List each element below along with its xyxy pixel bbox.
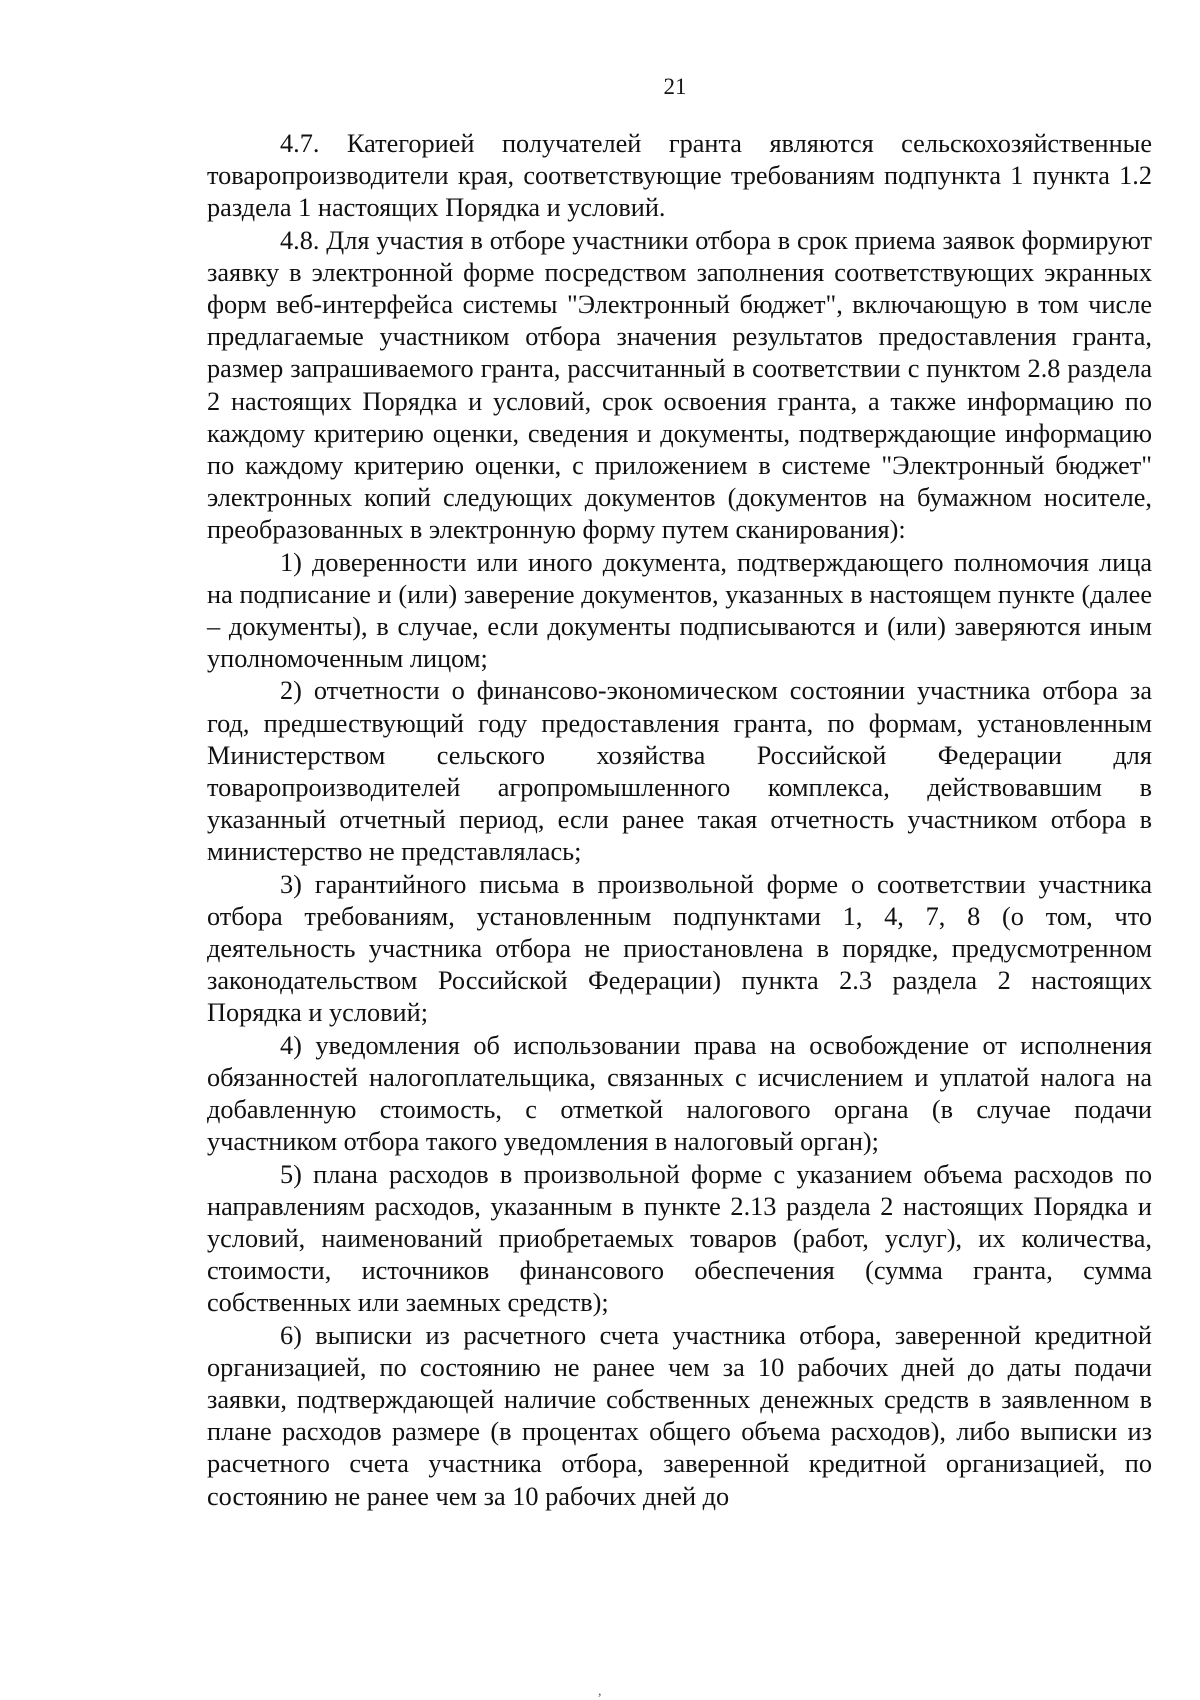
page-number: 21 xyxy=(663,74,687,99)
list-item-3: 3) гарантийного письма в произвольной форме о соответствии участника отбора требованиям, установленным подпунктами 1, 4, 7, 8 (о том, что деятельность участника отбора не приостановлена в порядке, предусмотренном законодательством Российской Федерации) пункта 2.3 раздела 2 настоящих Порядка и условий; xyxy=(207,869,1152,1028)
list-item-5: 5) плана расходов в произвольной форме с указанием объема расходов по направлениям расходов, указанным в пункте 2.13 раздела 2 настоящих Порядка и условий, наименований приобретаемых товаров (работ, услуг), их количества, стоимости, источников финансового обеспечения (сумма гранта, сумма собственных или заемных средств); xyxy=(207,1159,1152,1318)
list-item-1: 1) доверенности или иного документа, подтверждающего полномочия лица на подписание и (или) заверение документов, указанных в настоящем пункте (далее – документы), в случае, если документы подписываются и (или) заверяются иным уполномоченным лицом; xyxy=(207,547,1152,674)
list-item-4: 4) уведомления об использовании права на освобождение от исполнения обязанностей налогоплательщика, связанных с исчислением и уплатой налога на добавленную стоимость, с отметкой налогового органа (в случае подачи участником отбора такого уведомления в налоговый орган); xyxy=(207,1030,1152,1157)
list-item-2: 2) отчетности о финансово-экономическом состоянии участника отбора за год, предшествующий году предоставления гранта, по формам, установленным Министерством сельского хозяйства Российской Федерации для товаропроизводителей агропромышленного комплекса, действовавшим в указанный отчетный период, если ранее такая отчетность участником отбора в министерство не представлялась; xyxy=(207,676,1152,867)
paragraph-4-8: 4.8. Для участия в отборе участники отбора в срок приема заявок формируют заявку в электронной форме посредством заполнения соответствующих экранных форм веб-интерфейса системы "Электронный бюджет", включающую в том числе предлагаемые участником отбора значения результатов предоставления гранта, размер запрашиваемого гранта, рассчитанный в соответствии с пунктом 2.8 раздела 2 настоящих Порядка и условий, срок освоения гранта, а также информацию по каждому критерию оценки, сведения и документы, подтверждающие информацию по каждому критерию оценки, с приложением в системе "Электронный бюджет" электронных копий следующих документов (документов на бумажном носителе, преобразованных в электронную форму путем сканирования): xyxy=(207,225,1152,545)
scan-speck: , xyxy=(598,1684,602,1699)
document-body xyxy=(207,128,1152,1513)
paragraph-4-7: 4.7. Категорией получателей гранта являются сельскохозяйственные товаропроизводители края, соответствующие требованиям подпункта 1 пункта 1.2 раздела 1 настоящих Порядка и условий. xyxy=(207,129,1152,223)
list-item-6: 6) выписки из расчетного счета участника отбора, заверенной кредитной организацией, по состоянию не ранее чем за 10 рабочих дней до даты подачи заявки, подтверждающей наличие собственных денежных средств в заявленном в плане расходов размере (в процентах общего объема расходов), либо выписки из расчетного счета участника отбора, заверенной кредитной организацией, по состоянию не ранее чем за 10 рабочих дней до xyxy=(207,1320,1152,1511)
